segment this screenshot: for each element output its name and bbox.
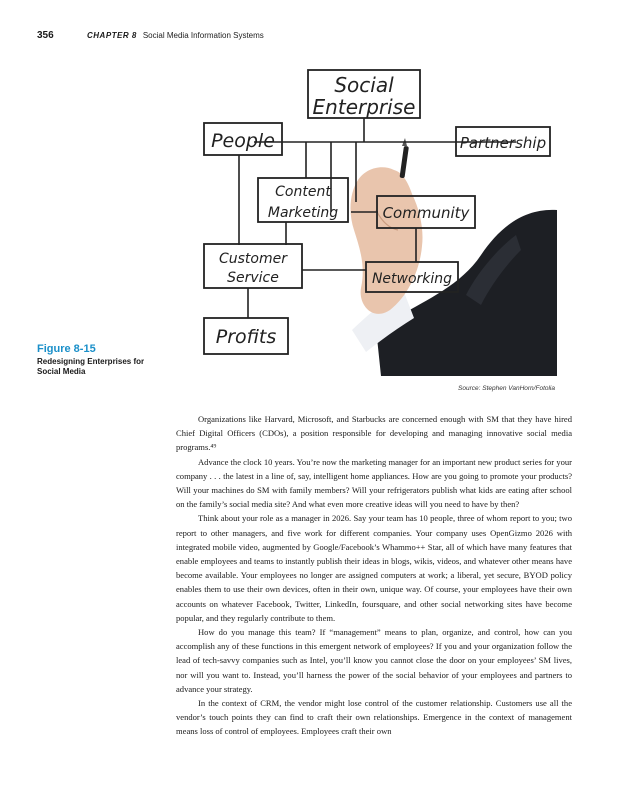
label-community: Community (382, 204, 470, 222)
label-content: Content (275, 184, 331, 200)
label-customer: Customer (218, 251, 288, 267)
figure-number: Figure 8-15 (37, 343, 96, 355)
figure-photo (176, 60, 557, 376)
body-text (176, 412, 572, 739)
running-head (37, 30, 595, 44)
chapter-label: CHAPTER 8 (87, 31, 137, 40)
figure-caption (37, 343, 167, 377)
label-marketing: Marketing (267, 205, 339, 221)
page-number: 356 (37, 30, 54, 41)
label-enterprise: Enterprise (312, 95, 416, 119)
paragraph: How do you manage this team? If “management” means to plan, organize, and control, how can you accomplish any of these functions in this emergent network of employees? If you and your organization follow the lead of tech-savvy companies such as Intel, you’ll know you cannot close the door on your employees’ SM lives, nor will you want to. Instead, you’ll harness the power of the social behavior of your employees and partners to advance your strategy. (176, 627, 572, 694)
label-partnership: Partnership (459, 134, 547, 152)
paragraph: Advance the clock 10 years. You’re now the marketing manager for an important new product series for your company . . . the latest in a line of, say, intelligent home appliances. How are you going to promote your products? Will your machines do SM with family members? Will your refrigerators publish what kids are eating after school on the family’s social media site? And what even more creative ideas will you need to have by then? (176, 456, 572, 510)
paragraph: Think about your role as a manager in 2026. Say your team has 10 people, three of whom report to you; two report to other managers, and five work for different companies. Your company uses OpenGizmo 2026 with integrated mobile video, augmented by Google/Facebook’s Whammo++ Star, all of which have many features that enable employees and teams to instantly publish their ideas in blogs, wikis, videos, and whatever other means have become available. Your employees no longer are assigned computers at work; a liberal, yet secure, BYOD policy enables them to use their own devices, often in their own, unique way. Of course, your employees have their own accounts on whatever Facebook, Twitter, LinkedIn, foursquare, and other social networking sites have become popular, and they regularly contribute to them. (176, 513, 572, 623)
label-people: People (211, 130, 275, 152)
diagram-svg (176, 60, 557, 376)
figure-title: Redesigning Enterprises for Social Media (37, 357, 145, 376)
pen (400, 146, 409, 178)
label-networking: Networking (371, 271, 453, 287)
paragraph: In the context of CRM, the vendor might lose control of the customer relationship. Customers use all the vendor’s touch points they can find to craft their own relationships. Emergence in the context of management means loss of control of employees. Employees craft their own (176, 698, 572, 737)
chapter-title: Social Media Information Systems (142, 31, 264, 40)
paragraph: Organizations like Harvard, Microsoft, and Starbucks are concerned enough with SM that they have hired Chief Digital Officers (CDOs), a position responsible for developing and managing innovative social media programs.⁴⁹ (176, 414, 572, 453)
label-profits: Profits (215, 326, 277, 348)
label-service: Service (227, 270, 279, 286)
label-social: Social (334, 73, 394, 97)
figure-source: Source: Stephen VanHorn/Fotolia (458, 385, 555, 392)
